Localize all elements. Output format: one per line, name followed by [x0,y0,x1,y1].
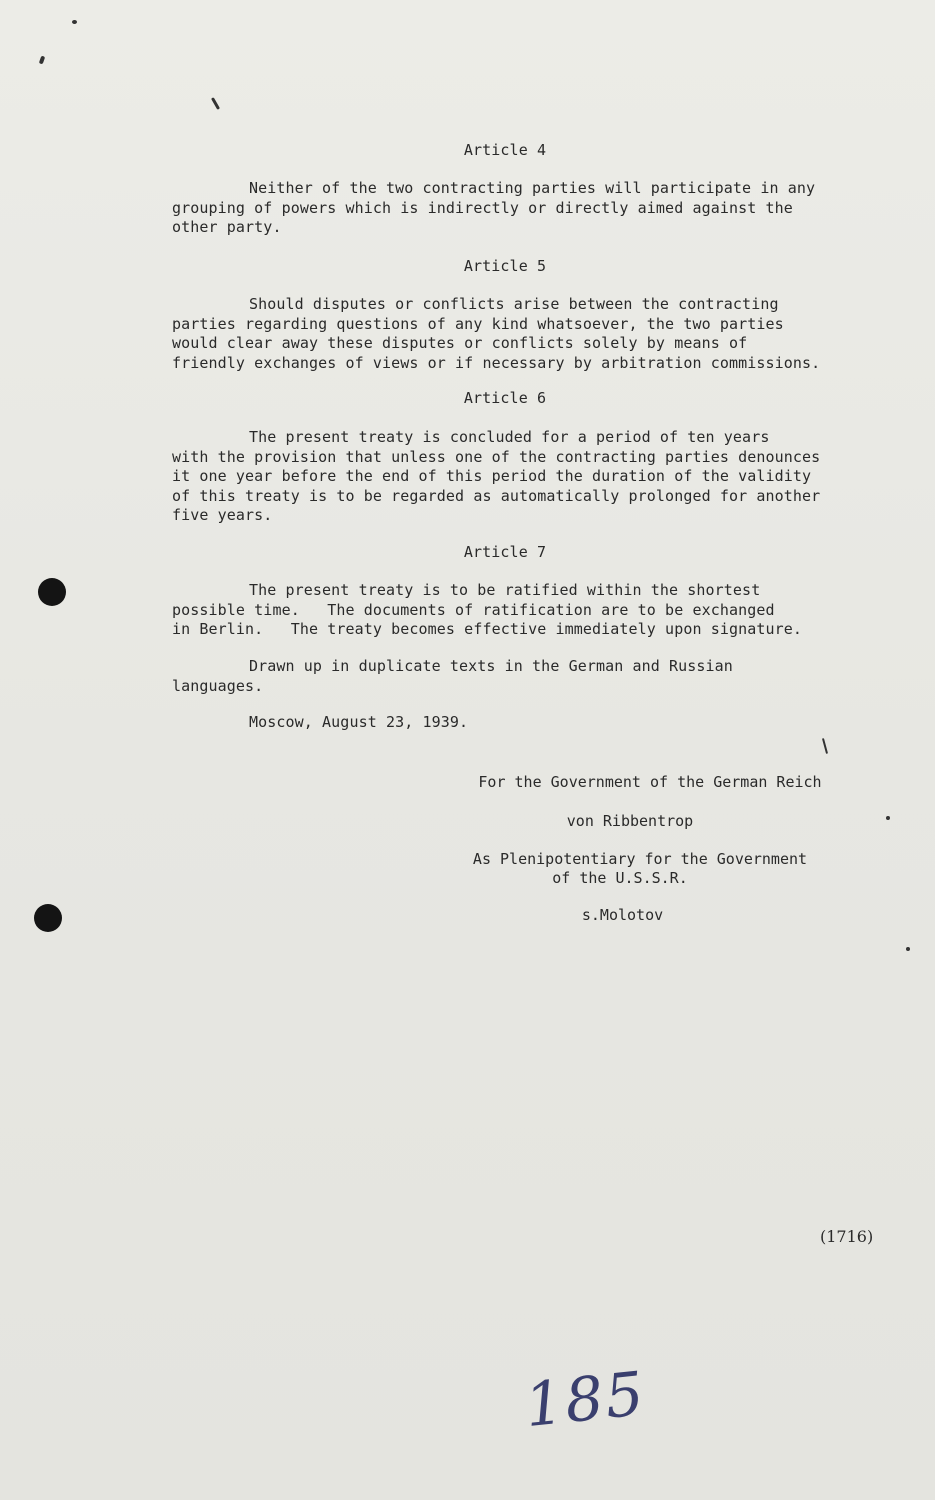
speck-mark [906,947,910,951]
languages-clause [172,657,872,696]
article-5-text: Should disputes or conflicts arise between the contracting parties regarding questions of any kind whatsoever, the two parties would clear away these disputes or conflicts solely by means of friendly exchanges of views or if necessary by arbitration commissions. [172,295,821,372]
article-4-text: Neither of the two contracting parties will participate in any grouping of powers which is indirectly or directly aimed against the other party. [172,179,816,236]
article-7-heading: Article 7 [463,543,547,561]
punch-hole-top [38,578,66,606]
article-6-body [172,428,872,526]
place-date: Moscow, August 23, 1939. [249,713,469,731]
article-5-heading: Article 5 [463,257,547,275]
article-7-text: The present treaty is to be ratified within the shortest possible time. The documents of ratification are to be exchanged in Berlin. The treaty becomes effective immediately upon signature. [172,581,803,638]
german-signer: von Ribbentrop [566,812,694,830]
german-government-line: For the Government of the German Reich [478,773,822,791]
article-7-body [172,581,872,640]
speck-mark [886,816,890,820]
speck-mark [822,738,828,754]
speck-mark [39,56,45,65]
punch-hole-bottom [34,904,62,932]
handwritten-page-number: 185 [521,1358,649,1442]
article-6-heading: Article 6 [463,389,547,407]
languages-text: Drawn up in duplicate texts in the German and Russian languages. [172,657,733,695]
article-6-text: The present treaty is concluded for a period of ten years with the provision that unless one of the contracting parties denounces it one year before the end of this period the duration of the validity of this treaty is to be regarded as automatically prolonged for another five years. [172,428,821,524]
ussr-government-line-1: As Plenipotentiary for the Government [472,850,808,868]
speck-mark [211,97,220,110]
ussr-signer: s.Molotov [581,906,664,924]
folio-number: (1716) [820,1227,874,1246]
ussr-government-line-2: of the U.S.S.R. [552,869,688,887]
article-4-body [172,179,872,238]
article-4-heading: Article 4 [463,141,547,159]
speck-mark [72,20,77,24]
article-5-body [172,295,872,373]
